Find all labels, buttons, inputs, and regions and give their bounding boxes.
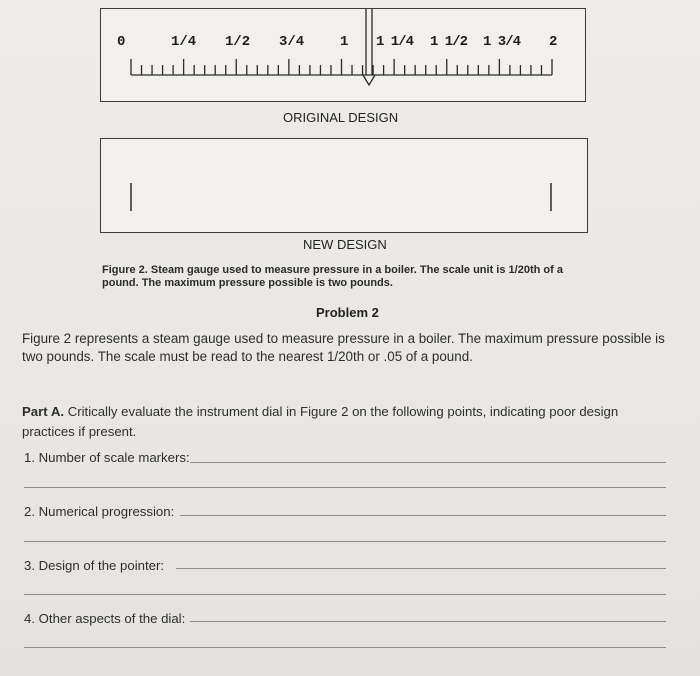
scale-label-1-1-4: 1 1/4 xyxy=(376,34,414,50)
part-a-label: Part A. xyxy=(22,404,65,419)
figure-caption xyxy=(102,264,602,290)
original-design-dial xyxy=(100,8,586,102)
figure-caption-label: Figure 2. xyxy=(102,264,148,276)
question-2-label: 2. Numerical progression: xyxy=(24,504,175,519)
answer-line-1a[interactable] xyxy=(190,462,666,463)
answer-line-4b[interactable] xyxy=(24,647,666,648)
question-3-label: 3. Design of the pointer: xyxy=(24,558,165,573)
answer-line-1b[interactable] xyxy=(24,487,666,488)
problem-title: Problem 2 xyxy=(316,305,379,320)
scale-label-1: 1 xyxy=(340,34,349,50)
scale-label-1-1-2: 1 1/2 xyxy=(430,34,468,50)
figure-caption-text: Steam gauge used to measure pressure in a boiler. The scale unit is 1/20th of a pound. The maximum pressure possible is two pounds. xyxy=(102,264,563,289)
answer-line-4a[interactable] xyxy=(190,621,666,622)
scale-label-1-4: 1/4 xyxy=(171,34,197,50)
answer-line-2a[interactable] xyxy=(180,515,666,516)
scale-label-2: 2 xyxy=(549,34,558,50)
problem-intro: Figure 2 represents a steam gauge used to measure pressure in a boiler. The maximum pressure possible is two pounds. The scale must be read to the nearest 1/20th or .05 of a pound. xyxy=(22,331,665,364)
new-design-caption: NEW DESIGN xyxy=(303,237,387,252)
answer-line-2b[interactable] xyxy=(24,541,666,542)
answer-line-3b[interactable] xyxy=(24,594,666,595)
original-scale-ticks xyxy=(101,9,585,101)
original-design-caption: ORIGINAL DESIGN xyxy=(283,110,399,125)
answer-line-3a[interactable] xyxy=(176,568,666,569)
scale-label-1-3-4: 1 3/4 xyxy=(483,34,521,50)
scale-label-1-2: 1/2 xyxy=(225,34,251,50)
scale-label-0: 0 xyxy=(117,34,126,50)
question-1-label: 1. Number of scale markers: xyxy=(24,450,190,465)
new-design-dial xyxy=(100,138,588,233)
part-a-instructions xyxy=(22,402,662,442)
part-a-text: Critically evaluate the instrument dial in Figure 2 on the following points, indicating poor design practices if present. xyxy=(22,404,619,439)
scale-label-3-4: 3/4 xyxy=(279,34,305,50)
question-4-label: 4. Other aspects of the dial: xyxy=(24,611,186,626)
